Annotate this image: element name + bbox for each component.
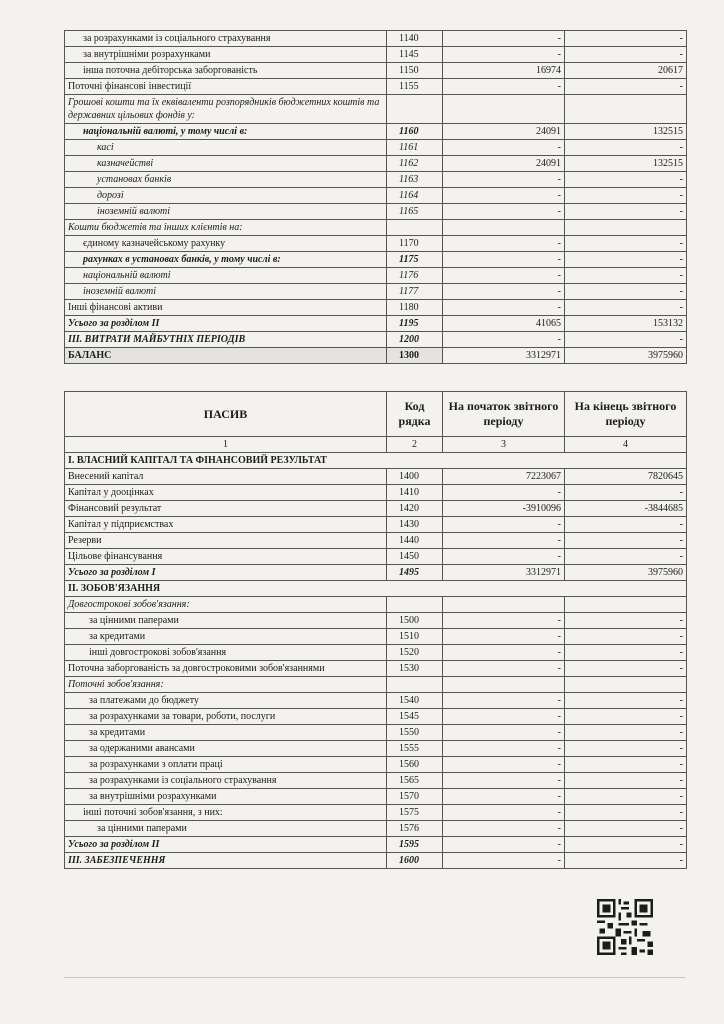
row-name: за внутрішніми розрахунками — [65, 789, 387, 805]
row-code: 1177 — [387, 284, 443, 300]
row-start-value: - — [443, 805, 565, 821]
row-code: 1180 — [387, 300, 443, 316]
row-start-value: 3312971 — [443, 565, 565, 581]
table-header-row — [65, 392, 687, 437]
row-name: за цінними паперами — [65, 821, 387, 837]
row-code: 1600 — [387, 853, 443, 869]
row-code: 1575 — [387, 805, 443, 821]
table-row — [65, 613, 687, 629]
row-name: Поточні фінансові інвестиції — [65, 79, 387, 95]
row-end-value: - — [565, 188, 687, 204]
table-row — [65, 837, 687, 853]
row-code — [387, 95, 443, 124]
row-name: за розрахунками за товари, роботи, послуги — [65, 709, 387, 725]
row-end-value: - — [565, 629, 687, 645]
row-name: інша поточна дебіторська заборгованість — [65, 63, 387, 79]
table-row — [65, 31, 687, 47]
row-code: 1140 — [387, 31, 443, 47]
table-row — [65, 172, 687, 188]
row-code: 1595 — [387, 837, 443, 853]
row-end-value: - — [565, 725, 687, 741]
row-start-value: - — [443, 188, 565, 204]
row-name: за розрахунками із соціального страхування — [65, 31, 387, 47]
row-code: 1145 — [387, 47, 443, 63]
row-start-value: - — [443, 661, 565, 677]
row-end-value: 153132 — [565, 316, 687, 332]
row-name: Кошти бюджетів та інших клієнтів на: — [65, 220, 387, 236]
row-end-value: - — [565, 533, 687, 549]
row-end-value: - — [565, 549, 687, 565]
row-end-value: - — [565, 645, 687, 661]
row-start-value: - — [443, 31, 565, 47]
row-code: 1550 — [387, 725, 443, 741]
row-code: 1510 — [387, 629, 443, 645]
table-row — [65, 533, 687, 549]
row-end-value: - — [565, 661, 687, 677]
table-row — [65, 47, 687, 63]
row-end-value: - — [565, 172, 687, 188]
row-start-value: 3312971 — [443, 348, 565, 364]
row-end-value: 3975960 — [565, 348, 687, 364]
row-name: III. ВИТРАТИ МАЙБУТНІХ ПЕРІОДІВ — [65, 332, 387, 348]
current-title: Поточні зобов'язання: — [65, 677, 387, 693]
row-code: 1162 — [387, 156, 443, 172]
table-row — [65, 757, 687, 773]
row-end-value: - — [565, 332, 687, 348]
row-name: Поточна заборгованість за довгостроковими зобов'язаннями — [65, 661, 387, 677]
row-end-value — [565, 95, 687, 124]
row-name: за цінними паперами — [65, 613, 387, 629]
qr-code-icon — [597, 899, 653, 955]
subsection-title-row — [65, 677, 687, 693]
row-start-value: - — [443, 204, 565, 220]
row-start-value: - — [443, 47, 565, 63]
table-row — [65, 300, 687, 316]
row-start-value — [443, 220, 565, 236]
row-name: Усього за розділом I — [65, 565, 387, 581]
row-code: 1555 — [387, 741, 443, 757]
row-end-value: - — [565, 79, 687, 95]
row-start-value: - — [443, 725, 565, 741]
row-start-value: - — [443, 757, 565, 773]
row-start-value: - — [443, 332, 565, 348]
header-name: ПАСИВ — [65, 392, 387, 437]
row-name: Фінансовий результат — [65, 501, 387, 517]
table-row — [65, 220, 687, 236]
row-code: 1440 — [387, 533, 443, 549]
row-end-value: - — [565, 613, 687, 629]
row-start-value: - — [443, 773, 565, 789]
row-name: інші довгострокові зобов'язання — [65, 645, 387, 661]
row-code: 1165 — [387, 204, 443, 220]
section2-title: II. ЗОБОВ'ЯЗАННЯ — [65, 581, 687, 597]
subsection-title-row — [65, 597, 687, 613]
table-row — [65, 124, 687, 140]
row-start-value: -3910096 — [443, 501, 565, 517]
row-end-value: - — [565, 821, 687, 837]
column-number: 2 — [387, 437, 443, 453]
row-end-value: - — [565, 31, 687, 47]
row-end-value: - — [565, 517, 687, 533]
row-start-value: - — [443, 533, 565, 549]
table-row — [65, 661, 687, 677]
balance-row — [65, 348, 687, 364]
row-end-value: - — [565, 773, 687, 789]
row-code: 1570 — [387, 789, 443, 805]
row-start-value: - — [443, 837, 565, 853]
table-row — [65, 501, 687, 517]
table-row — [65, 741, 687, 757]
row-name: Усього за розділом II — [65, 316, 387, 332]
row-end-value: - — [565, 805, 687, 821]
row-start-value: - — [443, 236, 565, 252]
row-end-value: - — [565, 47, 687, 63]
table-row — [65, 725, 687, 741]
row-code: 1176 — [387, 268, 443, 284]
row-name: Цільове фінансування — [65, 549, 387, 565]
row-name: Грошові кошти та їх еквіваленти розпорядників бюджетних коштів та державних цільових фондів у: — [65, 95, 387, 124]
row-code: 1410 — [387, 485, 443, 501]
row-end-value: - — [565, 789, 687, 805]
row-name: дорозі — [65, 188, 387, 204]
row-name: за розрахунками з оплати праці — [65, 757, 387, 773]
row-name: іноземній валюті — [65, 284, 387, 300]
table-row — [65, 773, 687, 789]
column-number: 1 — [65, 437, 387, 453]
row-start-value: - — [443, 629, 565, 645]
row-code: 1170 — [387, 236, 443, 252]
row-end-value: 20617 — [565, 63, 687, 79]
row-start-value: - — [443, 613, 565, 629]
table-row — [65, 485, 687, 501]
table-row — [65, 188, 687, 204]
row-start-value: - — [443, 485, 565, 501]
row-name: III. ЗАБЕЗПЕЧЕННЯ — [65, 853, 387, 869]
section-title-row — [65, 453, 687, 469]
row-start-value: - — [443, 741, 565, 757]
row-name: за одержаними авансами — [65, 741, 387, 757]
row-code: 1420 — [387, 501, 443, 517]
row-end-value: - — [565, 741, 687, 757]
row-code: 1450 — [387, 549, 443, 565]
row-start-value: - — [443, 549, 565, 565]
row-name: БАЛАНС — [65, 348, 387, 364]
row-code: 1540 — [387, 693, 443, 709]
row-end-value: - — [565, 300, 687, 316]
row-name: Резерви — [65, 533, 387, 549]
row-start-value: - — [443, 709, 565, 725]
row-start-value: - — [443, 79, 565, 95]
row-code: 1500 — [387, 613, 443, 629]
table-row — [65, 629, 687, 645]
table-row — [65, 236, 687, 252]
row-end-value: 132515 — [565, 156, 687, 172]
header-end: На кінець звітного періоду — [565, 392, 687, 437]
row-code: 1520 — [387, 645, 443, 661]
row-name: єдиному казначейському рахунку — [65, 236, 387, 252]
table-row — [65, 284, 687, 300]
row-start-value: - — [443, 645, 565, 661]
row-name: установах банків — [65, 172, 387, 188]
table-row — [65, 469, 687, 485]
row-name: рахунках в установах банків, у тому числі в: — [65, 252, 387, 268]
table-row — [65, 789, 687, 805]
row-start-value: - — [443, 268, 565, 284]
section-title-row — [65, 581, 687, 597]
liabilities-table — [64, 391, 687, 869]
row-start-value: 7223067 — [443, 469, 565, 485]
assets-continuation-table — [64, 30, 687, 364]
header-code: Код рядка — [387, 392, 443, 437]
row-code: 1200 — [387, 332, 443, 348]
row-start-value: - — [443, 789, 565, 805]
row-start-value: - — [443, 821, 565, 837]
row-code: 1164 — [387, 188, 443, 204]
table-row — [65, 805, 687, 821]
table-row — [65, 63, 687, 79]
row-name: касі — [65, 140, 387, 156]
table-row — [65, 645, 687, 661]
row-end-value: - — [565, 204, 687, 220]
table-row — [65, 252, 687, 268]
row-name: національній валюті — [65, 268, 387, 284]
row-name: за платежами до бюджету — [65, 693, 387, 709]
row-code: 1430 — [387, 517, 443, 533]
row-name: Внесений капітал — [65, 469, 387, 485]
row-code: 1195 — [387, 316, 443, 332]
table-row — [65, 517, 687, 533]
table-row — [65, 332, 687, 348]
row-end-value: - — [565, 709, 687, 725]
row-name: національній валюті, у тому числі в: — [65, 124, 387, 140]
row-end-value: - — [565, 268, 687, 284]
row-code: 1175 — [387, 252, 443, 268]
row-end-value: - — [565, 853, 687, 869]
row-end-value: - — [565, 837, 687, 853]
row-code: 1565 — [387, 773, 443, 789]
table-row — [65, 853, 687, 869]
row-code — [387, 220, 443, 236]
row-code: 1545 — [387, 709, 443, 725]
table-row — [65, 204, 687, 220]
row-start-value: - — [443, 693, 565, 709]
table-row — [65, 693, 687, 709]
table-row — [65, 565, 687, 581]
table-row — [65, 140, 687, 156]
row-code: 1155 — [387, 79, 443, 95]
table-row — [65, 316, 687, 332]
row-name: інші поточні зобов'язання, з них: — [65, 805, 387, 821]
table-row — [65, 79, 687, 95]
row-end-value: - — [565, 236, 687, 252]
table-row — [65, 268, 687, 284]
row-end-value: 7820645 — [565, 469, 687, 485]
page-divider — [64, 977, 686, 978]
row-end-value: - — [565, 693, 687, 709]
row-end-value: - — [565, 252, 687, 268]
row-name: іноземній валюті — [65, 204, 387, 220]
table-row — [65, 549, 687, 565]
table-row — [65, 821, 687, 837]
header-start: На початок звітного періоду — [443, 392, 565, 437]
row-start-value: - — [443, 517, 565, 533]
column-number: 4 — [565, 437, 687, 453]
row-name: Усього за розділом II — [65, 837, 387, 853]
long-term-title: Довгострокові зобов'язання: — [65, 597, 387, 613]
row-name: за розрахунками із соціального страхування — [65, 773, 387, 789]
table-row — [65, 156, 687, 172]
row-end-value: - — [565, 485, 687, 501]
table-row — [65, 709, 687, 725]
row-code: 1160 — [387, 124, 443, 140]
section1-title: I. ВЛАСНИЙ КАПІТАЛ ТА ФІНАНСОВИЙ РЕЗУЛЬТАТ — [65, 453, 687, 469]
row-code: 1161 — [387, 140, 443, 156]
row-start-value: 41065 — [443, 316, 565, 332]
row-end-value: - — [565, 140, 687, 156]
row-end-value: 132515 — [565, 124, 687, 140]
row-code: 1163 — [387, 172, 443, 188]
row-name: за внутрішніми розрахунками — [65, 47, 387, 63]
row-code: 1300 — [387, 348, 443, 364]
row-start-value: 24091 — [443, 156, 565, 172]
row-start-value: - — [443, 252, 565, 268]
column-number: 3 — [443, 437, 565, 453]
row-name: казначействі — [65, 156, 387, 172]
row-name: Капітал у дооцінках — [65, 485, 387, 501]
row-start-value: - — [443, 140, 565, 156]
row-code: 1576 — [387, 821, 443, 837]
row-code: 1560 — [387, 757, 443, 773]
row-end-value: - — [565, 284, 687, 300]
table-row — [65, 95, 687, 124]
row-code: 1150 — [387, 63, 443, 79]
row-end-value: - — [565, 757, 687, 773]
row-code: 1530 — [387, 661, 443, 677]
row-start-value — [443, 95, 565, 124]
row-start-value: - — [443, 172, 565, 188]
row-name: за кредитами — [65, 725, 387, 741]
column-numbers-row — [65, 437, 687, 453]
row-start-value: - — [443, 853, 565, 869]
row-name: Капітал у підприємствах — [65, 517, 387, 533]
row-start-value: 24091 — [443, 124, 565, 140]
row-name: за кредитами — [65, 629, 387, 645]
row-code: 1495 — [387, 565, 443, 581]
row-start-value: - — [443, 300, 565, 316]
row-start-value: 16974 — [443, 63, 565, 79]
row-end-value: 3975960 — [565, 565, 687, 581]
row-code: 1400 — [387, 469, 443, 485]
row-name: Інші фінансові активи — [65, 300, 387, 316]
row-end-value: -3844685 — [565, 501, 687, 517]
row-end-value — [565, 220, 687, 236]
row-start-value: - — [443, 284, 565, 300]
